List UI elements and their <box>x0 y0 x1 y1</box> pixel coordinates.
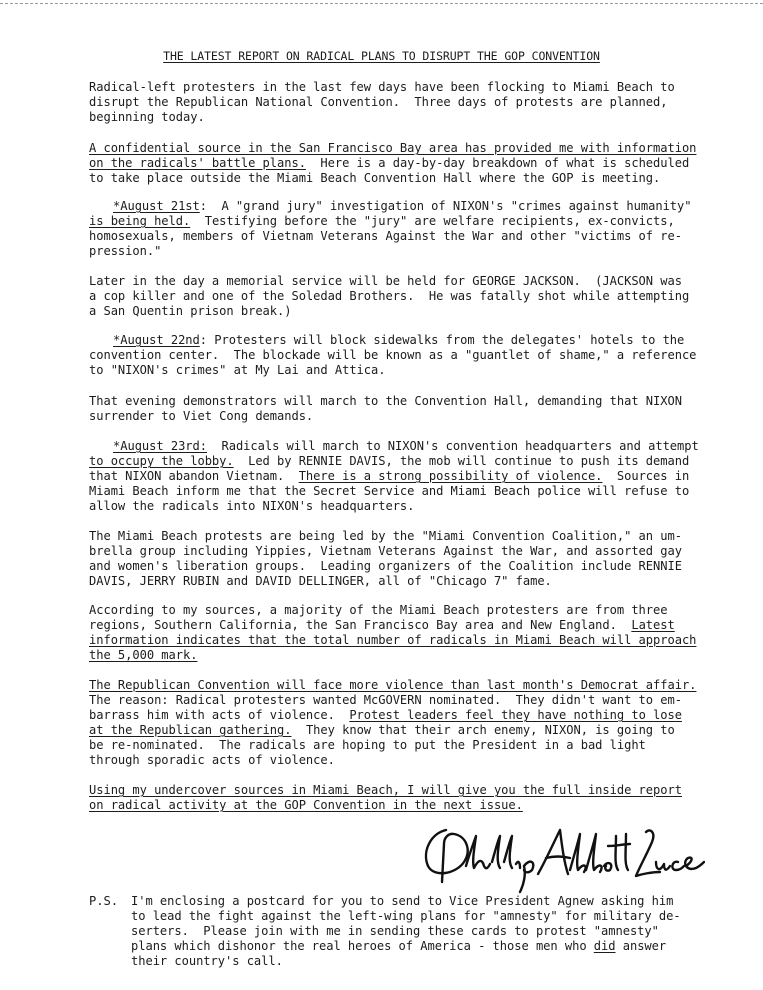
underlined-text: There is a strong possibility of violence. <box>298 469 603 483</box>
text-line <box>131 939 731 954</box>
text-line: serters. Please join with me in sending these cards to protest "amnesty" <box>131 924 659 938</box>
text-line: convention center. The blockade will be known as a "guantlet of shame," a reference <box>89 348 697 362</box>
underlined-text: information indicates that the total number of radicals in Miami Beach will approach <box>89 633 697 647</box>
text-line <box>89 439 729 454</box>
underlined-text: on the radicals' battle plans. <box>89 156 306 170</box>
text-segment: Testifying before the "jury" are welfare recipients, ex-convicts, <box>190 214 675 228</box>
title-text: THE LATEST REPORT ON RADICAL PLANS TO DISRUPT THE GOP CONVENTION <box>163 49 600 63</box>
page-title <box>0 49 763 63</box>
paragraph-intro <box>89 80 729 125</box>
paragraph-violence <box>89 678 729 768</box>
paragraph-evening <box>89 394 729 424</box>
text-line <box>89 798 729 813</box>
text-line <box>89 156 729 171</box>
date-heading: *August 22nd <box>113 333 200 347</box>
text-line: homosexuals, members of Vietnam Veterans Against the War and other "victims of re- <box>89 229 682 243</box>
underlined-text: to occupy the lobby. <box>89 454 234 468</box>
text-line <box>89 199 729 214</box>
text-segment: They know that their arch enemy, NIXON, is going to <box>291 723 675 737</box>
paragraph-august-21 <box>89 199 729 259</box>
text-line: allow the radicals into NIXON's headquarters. <box>89 499 415 513</box>
text-line <box>89 648 729 663</box>
paragraph-august-22 <box>89 333 729 378</box>
text-line <box>89 783 729 798</box>
text-line <box>89 678 729 693</box>
paragraph-sources <box>89 603 729 663</box>
text-segment: Sources in <box>602 469 690 483</box>
text-segment: : Protesters will block sidewalks from the delegates' hotels to the <box>199 333 685 347</box>
text-segment: Here is a day-by-day breakdown of what is scheduled <box>305 156 690 170</box>
text-line <box>89 708 729 723</box>
paragraph-coalition <box>89 529 729 589</box>
text-line <box>89 141 729 156</box>
text-line: beginning today. <box>89 110 205 124</box>
text-line <box>89 723 729 738</box>
text-line: Later in the day a memorial service will be held for GEORGE JACKSON. (JACKSON was <box>89 274 682 288</box>
text-line <box>89 618 729 633</box>
text-segment: that NIXON abandon Vietnam. <box>89 469 299 483</box>
underlined-text: did <box>593 939 616 953</box>
paragraph-source <box>89 141 729 186</box>
underlined-text: A confidential source in the San Francisco Bay area has provided me with information <box>89 141 697 155</box>
paragraph-august-23 <box>89 439 729 514</box>
postscript <box>131 894 731 969</box>
underlined-text: on radical activity at the GOP Convention in the next issue. <box>89 798 523 812</box>
text-line: a San Quentin prison break.) <box>89 304 292 318</box>
top-border <box>0 3 763 4</box>
text-line: Radical-left protesters in the last few days have been flocking to Miami Beach to <box>89 80 675 94</box>
text-segment: : A "grand jury" investigation of NIXON's "crimes against humanity" <box>199 199 692 213</box>
text-segment: regions, Southern California, the San Francisco Bay area and New England. <box>89 618 632 632</box>
text-segment: Led by RENNIE DAVIS, the mob will continue to push its demand <box>233 454 690 468</box>
underlined-text: Protest leaders feel they have nothing to lose <box>349 708 682 722</box>
text-line: disrupt the Republican National Convention. Three days of protests are planned, <box>89 95 668 109</box>
text-line: brella group including Yippies, Vietnam Veterans Against the War, and assorted gay <box>89 544 682 558</box>
text-segment: answer <box>615 939 667 953</box>
underlined-text: is being held. <box>89 214 191 228</box>
text-line: The Miami Beach protests are being led by the "Miami Convention Coalition," an um- <box>89 529 682 543</box>
underlined-text: The Republican Convention will face more violence than last month's Democrat affair. <box>89 678 697 692</box>
text-line: and women's liberation groups. Leading organizers of the Coalition include RENNIE <box>89 559 682 573</box>
text-line: to lead the fight against the left-wing plans for "amnesty" for military de- <box>131 909 681 923</box>
text-segment: barrass him with acts of violence. <box>89 708 350 722</box>
underlined-text: Latest <box>631 618 675 632</box>
text-line <box>89 454 729 469</box>
underlined-text: Using my undercover sources in Miami Beach, I will give you the full inside report <box>89 783 682 797</box>
text-line: I'm enclosing a postcard for you to send to Vice President Agnew asking him <box>131 894 674 908</box>
text-line: That evening demonstrators will march to the Convention Hall, demanding that NIXON <box>89 394 682 408</box>
date-heading: *August 23rd: <box>113 439 208 453</box>
handwritten-signature <box>420 822 705 894</box>
text-line: surrender to Viet Cong demands. <box>89 409 314 423</box>
text-line <box>89 333 729 348</box>
text-line: The reason: Radical protesters wanted McGOVERN nominated. They didn't want to em- <box>89 693 682 707</box>
ps-label: P.S. <box>89 894 119 908</box>
underlined-text: at the Republican gathering. <box>89 723 292 737</box>
text-line: their country's call. <box>131 954 283 968</box>
text-line <box>89 633 729 648</box>
text-line: be re-nominated. The radicals are hoping to put the President in a bad light <box>89 738 646 752</box>
text-segment: Radicals will march to NIXON's convention headquarters and attempt <box>207 439 699 453</box>
text-line: According to my sources, a majority of the Miami Beach protesters are from three <box>89 603 668 617</box>
paragraph-closing <box>89 783 729 813</box>
text-line: to take place outside the Miami Beach Convention Hall where the GOP is meeting. <box>89 171 661 185</box>
text-line: through sporadic acts of violence. <box>89 753 335 767</box>
text-line <box>89 469 729 484</box>
text-line: a cop killer and one of the Soledad Brothers. He was fatally shot while attempting <box>89 289 690 303</box>
underlined-text: the 5,000 mark. <box>89 648 198 662</box>
text-line: Miami Beach inform me that the Secret Service and Miami Beach police will refuse to <box>89 484 690 498</box>
date-heading: *August 21st <box>113 199 200 213</box>
text-line: to "NIXON's crimes" at My Lai and Attica. <box>89 363 386 377</box>
paragraph-memorial <box>89 274 729 319</box>
text-line: DAVIS, JERRY RUBIN and DAVID DELLINGER, all of "Chicago 7" fame. <box>89 574 552 588</box>
text-line <box>89 214 729 229</box>
text-segment: plans which dishonor the real heroes of America - those men who <box>131 939 594 953</box>
text-line: pression." <box>89 244 162 258</box>
